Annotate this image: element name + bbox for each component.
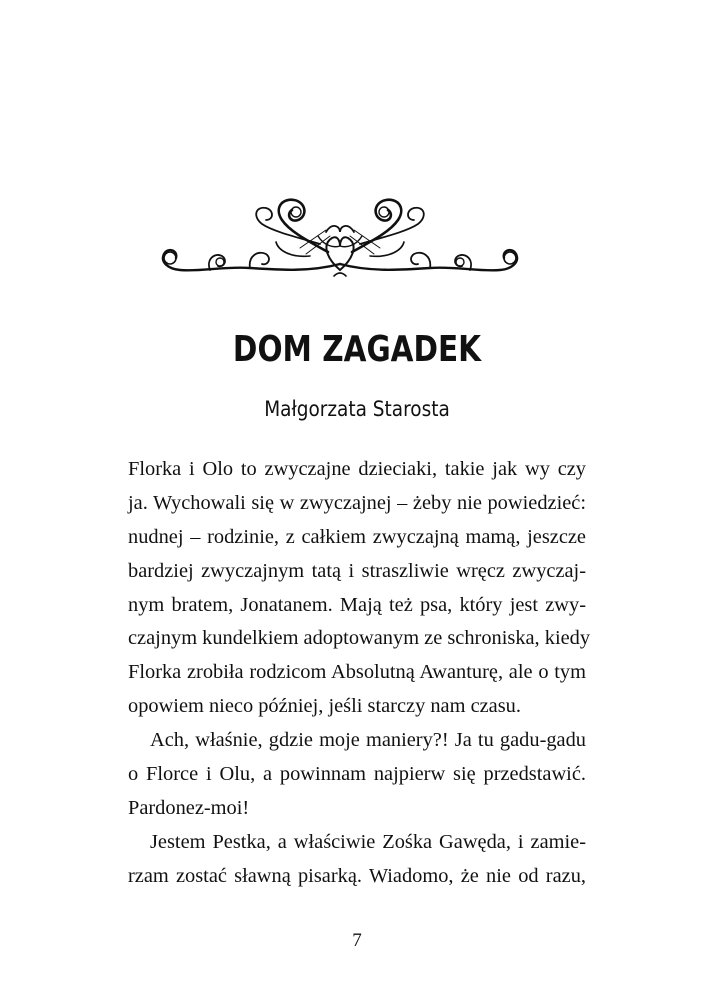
text-line: ja. Wychowali się w zwyczajnej – żeby nie powiedzieć: xyxy=(128,491,586,514)
text-line: nudnej – rodzinie, z całkiem zwyczajną mamą, jeszcze xyxy=(128,525,586,548)
body-text xyxy=(128,453,591,894)
text-line: czajnym kundelkiem adoptowanym ze schroniska, kiedy xyxy=(128,627,591,650)
text-line: nym bratem, Jonatanem. Mają też psa, który jest zwy- xyxy=(128,593,586,616)
text-line: o Florce i Olu, a powinnam najpierw się przedstawić. xyxy=(128,763,586,786)
text-line: rzam zostać sławną pisarką. Wiadomo, że nie od razu, xyxy=(128,864,586,887)
text-line: Florka i Olo to zwyczajne dzieciaki, takie jak wy czy xyxy=(128,458,586,480)
decorative-ornament xyxy=(150,192,530,284)
page-number: 7 xyxy=(352,930,362,951)
text-line: Florka zrobiła rodzicom Absolutną Awanturę, ale o tym xyxy=(128,661,586,684)
text-line: bardziej zwyczajnym tatą i straszliwie wręcz zwyczaj- xyxy=(128,559,586,582)
chapter-title: DOM ZAGADEK xyxy=(232,329,482,370)
text-line: Pardonez-moi! xyxy=(128,796,250,819)
chapter-author: Małgorzata Starosta xyxy=(264,397,450,421)
text-line: Ach, właśnie, gdzie moje maniery?! Ja tu gadu-gadu xyxy=(150,729,586,752)
text-line: Jestem Pestka, a właściwie Zośka Gawęda, i zamie- xyxy=(150,830,586,853)
text-line: opowiem nieco później, jeśli starczy nam czasu. xyxy=(128,695,521,718)
